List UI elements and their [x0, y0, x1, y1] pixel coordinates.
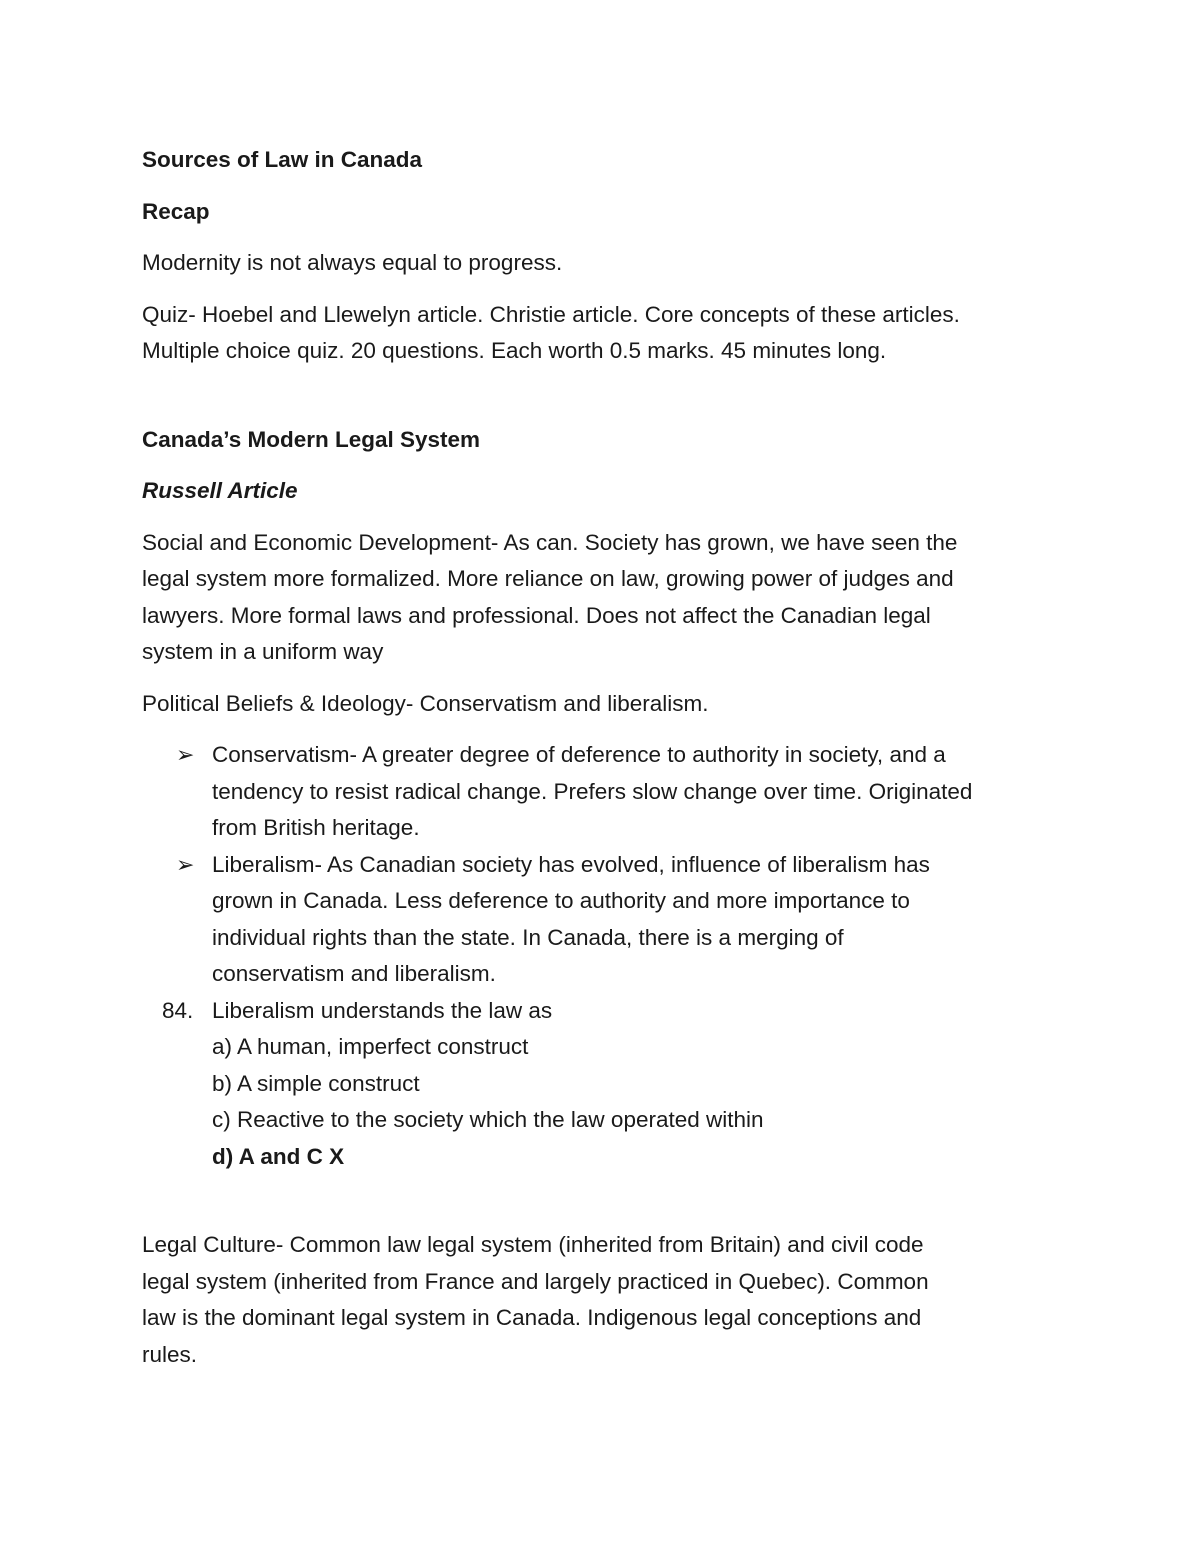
bullet-line: Liberalism- As Canadian society has evolved, influence of liberalism has [212, 851, 930, 877]
bullet-line: grown in Canada. Less deference to authority and more importance to [212, 888, 910, 913]
document-title: Sources of Law in Canada [142, 147, 423, 172]
recap-text: Modernity is not always equal to progress. [142, 250, 563, 275]
bullet-line: individual rights than the state. In Canada, there is a merging of [212, 924, 844, 950]
political-paragraph: Political Beliefs & Ideology- Conservatism and liberalism. [142, 690, 709, 716]
option-c: c) Reactive to the society which the law operated within [212, 1107, 764, 1132]
paragraph-line: legal system more formalized. More reliance on law, growing power of judges and [142, 566, 954, 591]
bullet-list [142, 737, 1072, 993]
bullet-line: Conservatism- A greater degree of deference to authority in society, and a [212, 742, 946, 767]
arrow-bullet-icon: ➢ [176, 742, 195, 767]
recap-heading: Recap [142, 198, 210, 224]
arrow-bullet-icon: ➢ [176, 851, 195, 877]
section-heading: Canada’s Modern Legal System [142, 426, 481, 452]
bullet-line: tendency to resist radical change. Prefers slow change over time. Originated [212, 778, 973, 804]
bullet-item-conservatism [142, 737, 1072, 847]
bullet-line: conservatism and liberalism. [212, 961, 496, 986]
legal-culture-paragraph [142, 1227, 1072, 1373]
paragraph-line: lawyers. More formal laws and professional. Does not affect the Canadian legal [142, 602, 931, 628]
subheading: Russell Article [142, 478, 298, 503]
question-options [142, 1029, 1072, 1175]
quiz-line: Quiz- Hoebel and Llewelyn article. Christie article. Core concepts of these articles. [142, 301, 960, 327]
question-text: Liberalism understands the law as [212, 997, 553, 1023]
option-a: a) A human, imperfect construct [212, 1034, 529, 1059]
question-line [142, 993, 1072, 1030]
quiz-line: Multiple choice quiz. 20 questions. Each worth 0.5 marks. 45 minutes long. [142, 338, 887, 363]
option-answer: d) A and C X [212, 1143, 345, 1169]
paragraph-line: system in a uniform way [142, 639, 384, 664]
paragraph-line: Legal Culture- Common law legal system (inherited from Britain) and civil code [142, 1232, 924, 1257]
quiz-question [142, 993, 1072, 1176]
paragraph-line: law is the dominant legal system in Canada. Indigenous legal conceptions and [142, 1305, 922, 1330]
bullet-item-liberalism [142, 847, 1072, 993]
paragraph-line: legal system (inherited from France and largely practiced in Quebec). Common [142, 1268, 929, 1294]
bullet-line: from British heritage. [212, 815, 420, 840]
quiz-paragraph [142, 297, 1072, 370]
question-number: 84. [162, 997, 194, 1023]
document-body [142, 142, 1072, 1373]
social-paragraph [142, 525, 1072, 671]
paragraph-line: rules. [142, 1341, 198, 1367]
paragraph-line: Social and Economic Development- As can. Society has grown, we have seen the [142, 529, 958, 555]
option-b: b) A simple construct [212, 1070, 420, 1096]
